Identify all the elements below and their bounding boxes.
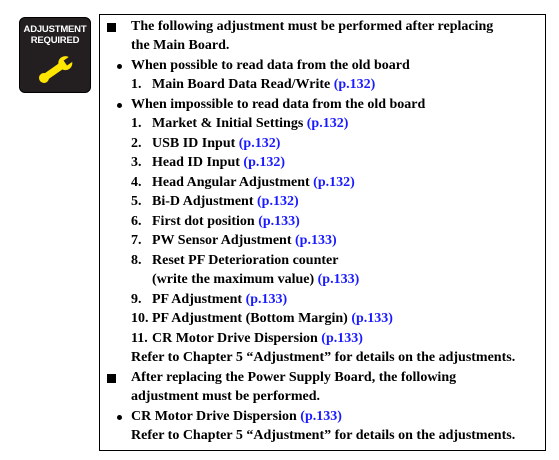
list-item — [131, 213, 300, 231]
list-item — [131, 310, 393, 328]
item-text: PF Adjustment (Bottom Margin) — [152, 311, 348, 326]
list-item — [131, 252, 339, 270]
item-text: Market & Initial Settings — [152, 116, 304, 131]
list-item — [131, 174, 355, 192]
item-text: PW Sensor Adjustment — [152, 233, 292, 248]
item-number: 11. — [131, 331, 148, 346]
item-number: 3. — [131, 155, 142, 170]
list-item-continuation — [152, 271, 359, 289]
page-reference-link[interactable]: (p.132) — [333, 77, 376, 92]
page-reference-link[interactable]: (p.132) — [243, 155, 286, 170]
bullet1-line1: The following adjustment must be performed after replacing — [131, 19, 494, 34]
badge-line-2: REQUIRED — [30, 35, 80, 46]
round-bullet-icon — [117, 103, 122, 108]
item-text: Main Board Data Read/Write — [152, 77, 331, 92]
sub3-label: CR Motor Drive Dispersion — [131, 409, 297, 424]
sub1-label: When possible to read data from the old board — [131, 58, 410, 73]
adjustment-required-badge — [19, 17, 91, 93]
page-reference-link[interactable]: (p.133) — [300, 409, 342, 424]
square-bullet-icon — [107, 374, 116, 383]
page-reference-link[interactable]: (p.132) — [313, 175, 355, 190]
page-reference-link[interactable]: (p.133) — [321, 331, 363, 346]
page-reference-link[interactable]: (p.133) — [317, 272, 360, 287]
page-reference-link[interactable]: (p.132) — [306, 116, 349, 131]
item-number: 9. — [131, 292, 142, 307]
list-item — [131, 115, 349, 133]
item-text: Head Angular Adjustment — [152, 175, 310, 190]
square-bullet-icon — [107, 23, 116, 32]
page-reference-link[interactable]: (p.132) — [238, 136, 281, 151]
item-number: 10. — [131, 311, 149, 326]
item-text: CR Motor Drive Dispersion — [152, 331, 318, 346]
bullet2-line2: adjustment must be performed. — [131, 389, 320, 404]
note-text: Refer to Chapter 5 “Adjustment” for details on the adjustments. — [131, 428, 516, 443]
item-number: 2. — [131, 136, 142, 151]
item-text: Head ID Input — [152, 155, 240, 170]
list-item — [131, 330, 363, 348]
wrench-icon — [36, 51, 76, 87]
page-reference-link[interactable]: (p.132) — [257, 194, 299, 209]
list-item — [131, 291, 288, 309]
list-item — [131, 154, 286, 172]
item-number: 5. — [131, 194, 142, 209]
item-number: 8. — [131, 253, 142, 268]
page-reference-link[interactable]: (p.133) — [351, 311, 393, 326]
item-number: 4. — [131, 175, 142, 190]
item-text: (write the maximum value) — [152, 272, 315, 287]
item-number: 7. — [131, 233, 142, 248]
list-item — [131, 135, 281, 153]
sub3-item — [131, 408, 342, 426]
bullet1-line2: the Main Board. — [131, 38, 230, 53]
note-text: Refer to Chapter 5 “Adjustment” for details on the adjustments. — [131, 350, 516, 365]
page-reference-link[interactable]: (p.133) — [245, 292, 288, 307]
item-number: 6. — [131, 214, 142, 229]
sub2-label: When impossible to read data from the old board — [131, 97, 426, 112]
item-number: 1. — [131, 77, 142, 92]
item-number: 1. — [131, 116, 142, 131]
item-text: PF Adjustment — [152, 292, 243, 307]
badge-line-1: ADJUSTMENT — [23, 24, 87, 35]
list-item — [131, 232, 337, 250]
item-text: First dot position — [152, 214, 255, 229]
list-item — [131, 76, 376, 94]
round-bullet-icon — [117, 64, 122, 69]
round-bullet-icon — [117, 415, 122, 420]
list-item — [131, 193, 299, 211]
page-reference-link[interactable]: (p.133) — [295, 233, 337, 248]
page-reference-link[interactable]: (p.133) — [258, 214, 300, 229]
item-text: Bi-D Adjustment — [152, 194, 254, 209]
item-text: Reset PF Deterioration counter — [152, 253, 339, 268]
item-text: USB ID Input — [152, 136, 236, 151]
bullet2-line1: After replacing the Power Supply Board, the following — [131, 370, 457, 385]
